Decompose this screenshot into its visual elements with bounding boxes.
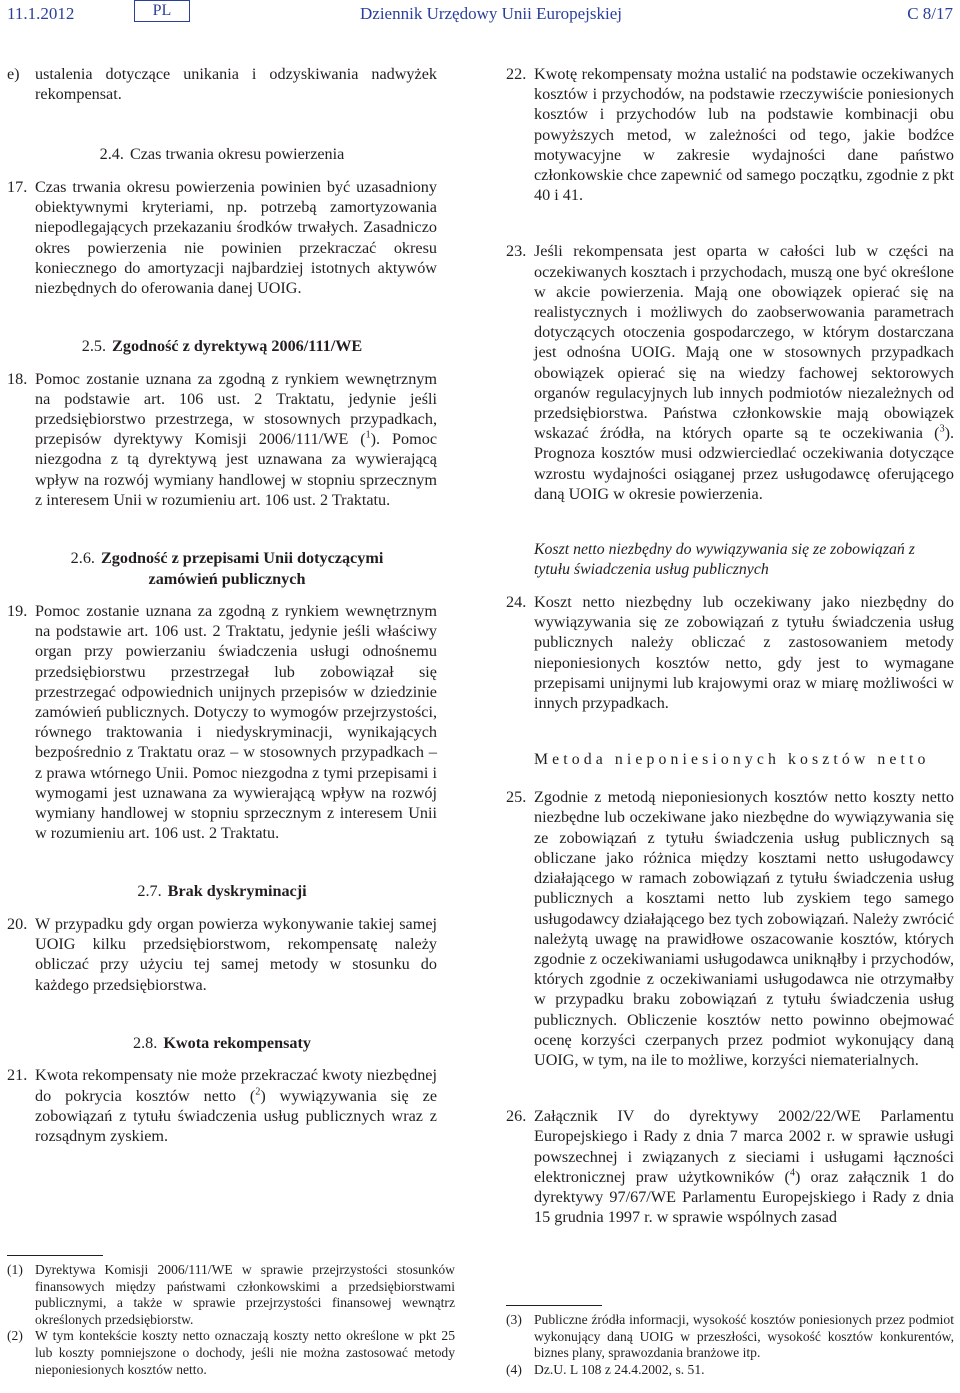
section-title: Kwota rekompensaty	[163, 1033, 311, 1052]
paragraph-number: 22.	[506, 65, 527, 83]
footnote-divider	[7, 1255, 103, 1256]
paragraph-21	[7, 1065, 437, 1146]
footnote-text: Dz.U. L 108 z 24.4.2002, s. 51.	[534, 1361, 705, 1377]
footnote-ref[interactable]: 1	[365, 429, 371, 441]
item-e-num: e)	[7, 65, 20, 83]
paragraph-number: 25.	[506, 788, 527, 807]
footnote-number: (3)	[506, 1312, 522, 1327]
paragraph-text: Czas trwania okresu powierzenia powinien być uzasadniony obiektywnymi kryteriami, np. potrzebą zamortyzowania niepodlegających przekazaniu środków trwałych. Zasadniczo okres powierzenia nie powinien przekraczać okresu koniecznego do amortyzacji najbardziej istotnych aktywów niezbędnych do oferowania danej UOIG.	[35, 177, 437, 297]
footnote-ref[interactable]: 4	[789, 1167, 795, 1179]
paragraph-24	[506, 592, 954, 713]
paragraph-number: 24.	[506, 593, 527, 612]
subheading-method: Metoda nieponiesionych kosztów netto	[534, 751, 930, 769]
paragraph-19	[7, 601, 437, 843]
paragraph-number: 23.	[506, 242, 527, 261]
section-heading-2-6	[7, 548, 437, 589]
footnote-2	[7, 1328, 455, 1378]
paragraph-text: Koszt netto niezbędny lub oczekiwany jako niezbędny do wywiązywania się ze zobowiązań z tytułu świadczenia usług publicznych należy obliczać z zastosowaniem metody nieponiesionych kosztów netto, gdy jest to wymagane przepisami unijnymi lub krajowymi oraz w miarę możliwości w innych przypadkach.	[534, 593, 954, 713]
paragraph-number: 20.	[7, 914, 28, 933]
paragraph-number: 21.	[7, 1066, 28, 1085]
paragraph-number: 17.	[7, 177, 28, 196]
paragraph-23	[506, 241, 954, 504]
footnote-3	[506, 1312, 954, 1362]
page-header	[0, 0, 960, 30]
section-heading-2-8	[7, 1033, 437, 1054]
paragraph-text: ) wywiązywania się ze zobowiązań z tytułu świadczenia usług publicznych wraz z rozsądnym zyskiem.	[35, 1086, 438, 1145]
paragraph-26	[506, 1106, 954, 1227]
paragraph-number: 26.	[506, 1107, 527, 1126]
section-heading-2-4	[7, 144, 437, 165]
footnote-number: (4)	[506, 1361, 522, 1377]
paragraph-text: Kwota rekompensaty nie może przekraczać kwoty niezbędnej do pokrycia kosztów netto (	[35, 1066, 437, 1105]
paragraph-text: Pomoc zostanie uznana za zgodną z rynkiem wewnętrznym na podstawie art. 106 ust. 2 Traktatu, jedynie jeśli przedsiębiorstwo przestrzega, w stosownych przypadkach, przepisów dyrektywy Komisji 2006/111/WE (	[35, 369, 437, 449]
paragraph-text: Pomoc zostanie uznana za zgodną z rynkiem wewnętrznym na podstawie art. 106 ust. 2 Traktatu, jedynie jeśli właściwy organ przy powierzaniu świadczenia usługi odnośnemu przedsiębiorstwu przestrzegał lub zobowiązał się przestrzegać odpowiednich unijnych przepisów w dziedzinie zamówień publicznych. Dotyczy to wymogów przejrzystości, równego traktowania i niedyskryminacji, wynikających bezpośrednio z Traktatu oraz – w stosownych przypadkach – z prawa wtórnego Unii. Pomoc niezgodna z tymi przepisami i wymogami jest uznawana za wywierającą wpływ na rozwój wymiany handlowej w stopniu sprzecznym z interesem Unii w rozumieniu art. 106 ust. 2 Traktatu.	[35, 602, 437, 843]
section-title: Brak dyskryminacji	[167, 882, 307, 901]
paragraph-number: 19.	[7, 602, 28, 621]
journal-title: Dziennik Urzędowy Unii Europejskiej	[360, 4, 623, 23]
right-column	[506, 64, 954, 1227]
paragraph-22	[506, 64, 954, 205]
section-number: 2.5.	[81, 337, 107, 356]
section-title: Zgodność z przepisami Unii dotyczącymi zamówień publicznych	[100, 549, 384, 588]
section-number: 2.8.	[133, 1033, 158, 1052]
footnote-text: Publiczne źródła informacji, wysokość kosztów poniesionych przez podmiot wykonujący daną UOIG w przeszłości, wysokość kosztów konkurentów, biznes plany, sprawozdania branżowe itp.	[534, 1312, 954, 1361]
section-heading-2-7	[7, 881, 437, 902]
paragraph-text: ). Prognoza kosztów musi odzwierciedlać oczekiwania dotyczące wzrostu wydajności osiąganej przez usługodawcę oferującego daną UOIG w okresie powierzenia.	[534, 424, 954, 503]
header-date: 11.1.2012	[7, 4, 75, 23]
left-column	[7, 64, 437, 1146]
paragraph-17	[7, 177, 437, 298]
item-e-text: ustalenia dotyczące unikania i odzyskiwania nadwyżek rekompensat.	[35, 65, 437, 104]
paragraph-18	[7, 369, 437, 510]
footnote-number: (1)	[7, 1262, 23, 1277]
left-footnotes	[7, 1255, 455, 1378]
section-title: Czas trwania okresu powierzenia	[129, 145, 345, 164]
paragraph-25	[506, 787, 954, 1070]
paragraph-text: ). Pomoc niezgodna z tą dyrektywą jest uznawana za wywierającą wpływ na rozwój wymiany handlowej w stopniu sprzecznym z interesem Unii w rozumieniu art. 106 ust. 2 Traktatu.	[35, 430, 438, 509]
language-box: PL	[134, 0, 190, 22]
paragraph-text: Kwotę rekompensaty można ustalić na podstawie oczekiwanych kosztów i przychodów, na podstawie rzeczywiście poniesionych kosztów i przychodów lub na podstawie kombinacji obu powyższych metod, w zależności od tego, jakie bodźce motywacyjne w zakresie wydajności dane państwo członkowskie chce zapewnić od samego początku, zgodnie z pkt 40 i 41.	[534, 65, 954, 205]
section-title: Zgodność z dyrektywą 2006/111/WE	[112, 337, 363, 356]
paragraph-text: Zgodnie z metodą nieponiesionych kosztów netto koszty netto niezbędne lub oczekiwane jako niezbędne do wywiązywania się ze zobowiązań z tytułu świadczenia usług publicznych są obliczane jako różnica między kosztami netto usługodawcy działającego w ramach zobowiązań z tytułu świadczenia usług publicznych a kosztami netto lub zyskiem tego samego usługodawcy działającego bez tych zobowiązań. Należy zwrócić należytą uwagę na prawidłowe oszacowanie kosztów, których zgodnie z oczekiwaniami usługodawca uniknąłby i przychodów, których zgodnie z oczekiwaniami usługodawca nie otrzymałby w przypadku braku zobowiązań z tytułu świadczenia usług publicznych. Obliczenie kosztów netto powinno obejmować ocenę korzyści czerpanych przez podmiot wykonujący daną UOIG, w tym, na ile to możliwe, korzyści niematerialnych.	[534, 788, 954, 1069]
paragraph-text: ) oraz załącznik 1 do dyrektywy 97/67/WE Parlamentu Europejskiego i Rady z dnia 15 grudnia 1997 r. w sprawie wspólnych zasad	[534, 1167, 954, 1227]
paragraph-text: Jeśli rekompensata jest oparta w całości lub w części na oczekiwanych kosztach i przychodach, muszą one być określone w akcie powierzenia. Mają one obowiązek opierać się na realistycznych i możliwych do zaobserwowania parametrach dotyczących otoczenia gospodarczego, w którym dostarczana jest odnośna UOIG. Mają one w stosownych przypadkach obowiązek opierać się na wiedzy fachowej sektorowych organów regulacyjnych lub innych podmiotów niezależnych od przedsiębiorstwa. Państwa członkowskie mają obowiązek wskazać źródła, na których oparte są te oczekiwania (	[534, 242, 954, 443]
footnote-text: W tym kontekście koszty netto oznaczają koszty netto określone w pkt 25 lub koszty pomniejszone o dochody, jeśli nie można zastosować metody nieponiesionych kosztów netto.	[35, 1328, 455, 1377]
footnote-text: Dyrektywa Komisji 2006/111/WE w sprawie przejrzystości stosunków finansowych między państwami członkowskimi a przedsiębiorstwami publicznymi, a także w sprawie przejrzystości finansowej wewnątrz określonych przedsiębiorstw.	[35, 1262, 455, 1327]
paragraph-number: 18.	[7, 369, 28, 388]
section-number: 2.6.	[70, 549, 95, 568]
footnote-divider	[506, 1305, 602, 1306]
paragraph-text: W przypadku gdy organ powierza wykonywanie takiej samej UOIG kilku przedsiębiorstwom, rekompensatę należy obliczać przy użyciu tej samej metody w stosunku do każdego przedsiębiorstwa.	[35, 914, 437, 994]
page-reference: C 8/17	[907, 4, 953, 23]
section-number: 2.4.	[99, 145, 124, 164]
subheading-net-cost: Koszt netto niezbędny do wywiązywania się ze zobowiązań z tytułu świadczenia usług publicznych	[534, 541, 915, 579]
footnote-ref[interactable]: 2	[255, 1086, 261, 1098]
paragraph-20	[7, 914, 437, 995]
paragraph-text: Załącznik IV do dyrektywy 2002/22/WE Parlamentu Europejskiego i Rady z dnia 7 marca 2002 r. w sprawie usługi powszechnej i związanych z sieciami i usługami łączności elektronicznej praw użytkowników (	[534, 1107, 954, 1186]
footnote-1	[7, 1262, 455, 1328]
footnote-ref[interactable]: 3	[939, 423, 945, 435]
item-e	[7, 64, 437, 104]
footnote-4	[506, 1362, 954, 1379]
section-heading-2-5	[7, 336, 437, 357]
right-footnotes	[506, 1305, 954, 1378]
footnote-number: (2)	[7, 1328, 23, 1344]
section-number: 2.7.	[137, 882, 162, 901]
